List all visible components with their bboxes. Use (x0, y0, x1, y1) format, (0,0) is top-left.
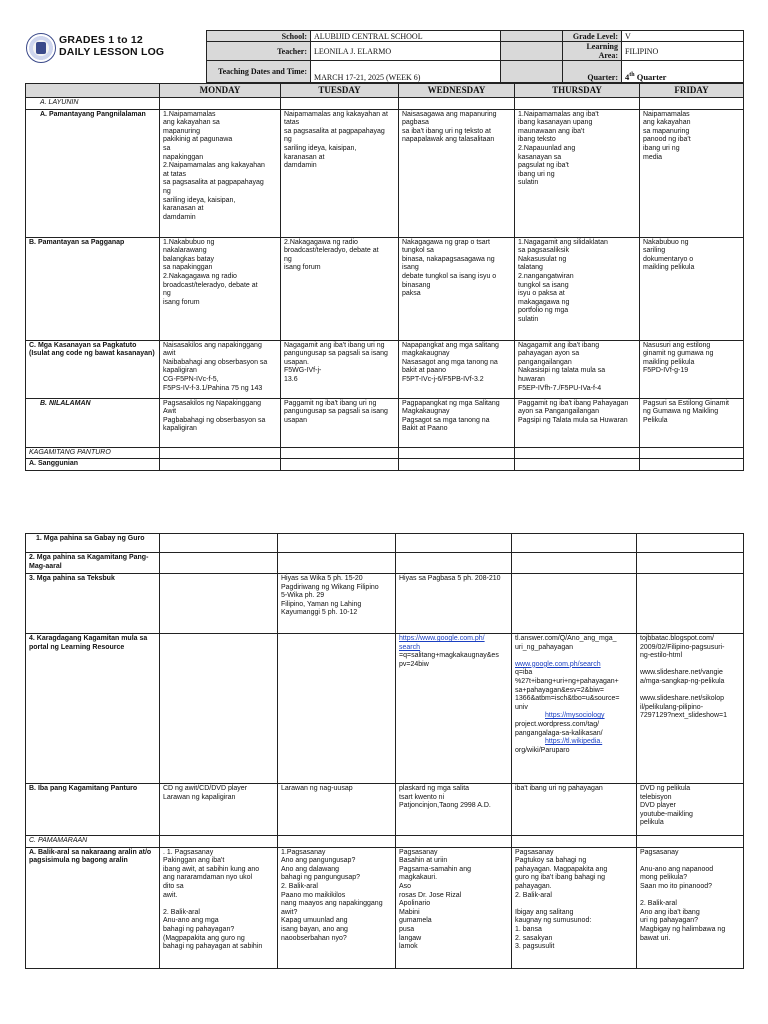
row-iba-pang-kagamitan: B. Iba pang Kagamitang Panturo CD ng awit/CD/DVD player Larawan ng kapaligiran Larawan ng nag-uusap plaskard ng mga salita tsart kwento ni Patjoncinjon,Taong 2998 A.D. iba't ibang uri ng pahayagan DVD ng pelikula telebisyon DVD player youtube-maikling pelikula (26, 784, 744, 836)
row-balik-aral: A. Balik-aral sa nakaraang aralin at/o pagsisimula ng bagong aralin . 1. Pagsasanay Pakinggan ang iba't ibang awit, at sabihin kung ano ang nararamdaman nyo ukol dito sa awit. 2. Balik-aral Anu-ano ang mga bahagi ng pahayagan? (Magpapakita ang guro ng bahagi ng pahayagan at sabihin 1.Pagsasanay Ano ang pangungusap? Ano ang dalawang bahagi ng pangungusap? 2. Balik-aral Paano mo maikikilos nang maayos ang napakinggang awit? Kapag umuunlad ang isang bayan, ano ang naoobserbahan nyo? Pagsasanay Basahin at uriin Pagsama-samahin ang magkakauri. Aso rosas Dr. Jose Rizal Apolinario Mabini gumamela pusa langaw lamok Pagsasanay Pagtukoy sa bahagi ng pahayagan. Magpapakita ang guro ng iba't ibang bahagi ng pahayagan. 2. Balik-aral Ibigay ang salitang kaugnay ng sumusunod: 1. bansa 2. sasakyan 3. pagsusulit Pagsasanay Anu-ano ang napanood mong pelikula? Saan mo ito pinanood? 2. Balik-aral Ano ang iba't ibang uri ng pahayagan? Magbigay ng halimbawa ng bawat uri. (26, 847, 744, 968)
area-value: FILIPINO (622, 42, 744, 61)
school-label: School: (207, 31, 311, 42)
section-layunin: A. LAYUNIN (26, 98, 160, 110)
grade-value: V (622, 31, 744, 42)
section-kagamitang-panturo: KAGAMITANG PANTURO (26, 447, 160, 459)
row-gabay-ng-guro: 1. Mga pahina sa Gabay ng Guro (26, 534, 744, 553)
row-mga-kasanayan: C. Mga Kasanayan sa Pagkatuto (Isulat ang code ng bawat kasanayan) Naisasakilos ang napakinggang awit Naibabahagi ang obserbasyon sa kapaligiran CG-F5PN-IVc-f-5, F5PS-IV-f-3.1/Pahina 75 ng 143 Nagagamit ang iba't ibang uri ng pangungusap sa pagsali sa isang usapan. F5WG-IVf-j- 13.6 Napapangkat ang mga salitang magkakaugnay Nasasagot ang mga tanong na bakit at paano F5PT-IVc-j-6/F5PB-IVf-3.2 Nagagamit ang iba't ibang pahayagan ayon sa pangangailangan Nakasisipi ng talata mula sa huwaran F5EP-IVfh-7./F5PU-IVa-f-4 Nasusuri ang estilong ginamit ng gumawa ng maikling pelikula F5PD-IVf-g-19 (26, 340, 744, 398)
row-karagdagang-kagamitan: 4. Karagdagang Kagamitan mula sa portal ng Learning Resource https://www.google.com.ph/ search =q=salitang+magkakaugnay&es pv=24biw tl.answer.com/Q/Ano_ang_mga_ uri_ng_pahayagan www.google.com.ph/search q=iba %27t+ibang+uri+ng+pahayagan+ sa+pahayagan&esv=2&biw= 1366&atbm=isch&tbo=u&source= univ https://mysociology project.wordpress.com/tag/ pangangalaga-sa-kalikasan/ https://tl.wikipedia. org/wiki/Paruparo tojbbatac.blogspot.com/ 2009/02/Filipino-pagsusuri- ng-estilo-html www.slideshare.net/vangie a/mga-sangkap-ng-pelikula www.slideshare.net/sikolop il/pelikulang-pilipino- 7297129?next_slideshow=1 (26, 634, 744, 784)
day-header-monday: MONDAY (160, 84, 281, 98)
wednesday-resource-link[interactable]: https://www.google.com.ph/ search (399, 635, 485, 651)
row-teksbuk: 3. Mga pahina sa Teksbuk Hiyas sa Wika 5 ph. 15-20 Pagdiriwang ng Wikang Filipino 5-Wika ph. 29 Filipino, Yaman ng Lahing Kayumanggi 5 ph. 10-12 Hiyas sa Pagbasa 5 ph. 208-210 (26, 574, 744, 634)
school-value: ALUBIJID CENTRAL SCHOOL (311, 31, 501, 42)
row-kagamitang-pang-mag-aaral: 2. Mga pahina sa Kagamitang Pang-Mag-aaral (26, 553, 744, 574)
row-nilalaman: B. NILALAMAN Pagsasakilos ng Napakinggang Awit Pagbabahagi ng obserbasyon sa kapaligiran Paggamit ng iba't ibang uri ng pangungusap sa pagsali sa isang usapan Pagpapangkat ng mga Salitang Magkakaugnay Pagsagot sa mga tanong na Bakit at Paano Paggamit ng iba't ibang Pahayagan ayon sa Pangangailangan Pagsipi ng Talata mula sa Huwaran Pagsuri sa Estilong Ginamit ng Gumawa ng Maikling Pelikula (26, 398, 744, 447)
document-title (59, 34, 164, 58)
row-pamantayang-pangnilalaman: A. Pamantayang Pangnilalaman 1.Naipamamalas ang kakayahan sa mapanuring pakikinig at pagunawa sa napakinggan 2.Naipamamalas ang kakayahan at tatas sa pagsasalita at pagpapahayag ng sariling ideya, kaisipan, karanasan at damdamin Naipamamalas ang kakayahan at tatas sa pagsasalita at pagpapahayag ng sariling ideya, kaisipan, karanasan at damdamin Naisasagawa ang mapanuring pagbasa sa iba't ibang uri ng teksto at napapalawak ang talasalitaan 1.Naipamamalas ang iba't ibang kasanayan upang maunawaan ang iba't ibang teksto 2.Napauunlad ang kasanayan sa pagsulat ng iba't ibang uri ng sulatin Naipamamalas ang kakayahan sa mapanuring panood ng iba't ibang uri ng media (26, 109, 744, 237)
thursday-wikipedia-link[interactable]: https://tl.wikipedia. (545, 738, 603, 746)
day-header-tuesday: TUESDAY (281, 84, 399, 98)
row-sanggunian: A. Sanggunian (26, 459, 160, 471)
thursday-google-link[interactable]: www.google.com.ph/search (515, 660, 601, 668)
dates-value: MARCH 17-21, 2025 (WEEK 6) (311, 61, 501, 83)
area-label: Learning Area: (563, 42, 622, 61)
day-header-wednesday: WEDNESDAY (399, 84, 515, 98)
lesson-table-page1 (25, 83, 744, 471)
day-header-friday: FRIDAY (640, 84, 744, 98)
teacher-label: Teacher: (207, 42, 311, 61)
lesson-table-page2 (25, 533, 744, 969)
quarter-value: 4th Quarter (622, 61, 744, 83)
title-line-2: DAILY LESSON LOG (59, 46, 165, 58)
deped-seal-logo (26, 33, 56, 63)
row-pamantayan-sa-pagganap: B. Pamantayan sa Pagganap 1.Nakabubuo ng nakalarawang balangkas batay sa napakinggan 2.Nakagagawa ng radio broadcast/teleradyo, debate at ng isang forum 2.Nakagagawa ng radio broadcast/teleradyo, debate at ng isang forum Nakagagawa ng grap o tsart tungkol sa binasa, nakapagsasagawa ng isang debate tungkol sa isang isyu o binasang paksa 1.Nagagamit ang silidaklatan sa pagsasaliksik Nakasusulat ng talatang 2.nangangatwiran tungkol sa isang isyu o paksa at makagagawa ng portfolio ng mga sulatin Nakabubuo ng sariling dokumentaryo o maikling pelikula (26, 237, 744, 340)
teacher-value: LEONILA J. ELARMO (311, 42, 501, 61)
title-line-1: GRADES 1 to 12 (59, 34, 143, 46)
thursday-mysociology-link[interactable]: https://mysociology (545, 712, 605, 720)
dates-label: Teaching Dates and Time: (207, 61, 311, 83)
day-header-thursday: THURSDAY (515, 84, 640, 98)
quarter-label: Quarter: (563, 61, 622, 83)
grade-label: Grade Level: (563, 31, 622, 42)
section-pamamaraan: C. PAMAMARAAN (26, 836, 160, 848)
header-info-table (206, 30, 744, 83)
